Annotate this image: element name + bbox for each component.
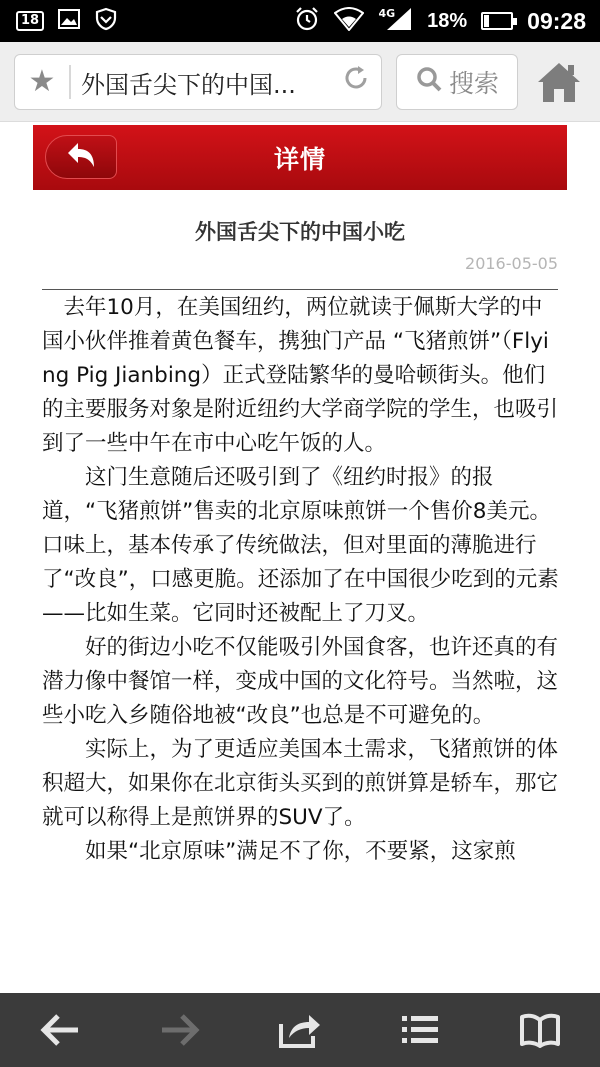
reload-icon[interactable] [331,62,381,102]
back-arrow-icon [64,140,98,174]
article-date: 2016-05-05 [465,254,558,273]
paragraph: 实际上，为了更适应美国本土需求，飞猪煎饼的体积超大，如果你在北京街头买到的煎饼算是轿车，那它就可以称得上是煎饼界的SUV了。 [42,737,559,830]
battery-icon [481,12,513,30]
paragraph: 如果“北京原味”满足不了你，不要紧，这家煎 [85,839,516,864]
status-bar [0,0,600,42]
paragraph: 这门生意随后还吸引到了《纽约时报》的报道，“飞猪煎饼”售卖的北京原味煎饼一个售价8美元。口味上，基本传承了传统做法，但对里面的薄脆进行了“改良”，口感更脆。还添加了在中国很少吃到的元素——比如生菜。它同时还被配上了刀叉。 [42,465,559,626]
menu-icon[interactable] [390,1005,450,1055]
clock: 09:28 [527,7,586,34]
article-title: 外国舌尖下的中国小吃 [195,220,405,244]
shield-icon [94,7,118,35]
detail-header [33,125,567,190]
arrow-left-icon[interactable] [30,1005,90,1055]
bottom-nav [0,993,600,1067]
alarm-icon [294,6,320,36]
back-button[interactable] [45,135,117,179]
notification-badge: 18 [16,11,44,31]
search-button[interactable] [396,54,518,110]
paragraph: 好的街边小吃不仅能吸引外国食客，也许还真的有潜力像中餐馆一样，变成中国的文化符号。当然啦，这些小吃入乡随俗地被“改良”也总是不可避免的。 [42,635,559,728]
header-title: 详情 [273,144,326,174]
star-icon[interactable]: ★ [15,65,71,99]
browser-toolbar [0,42,600,122]
network-type: 4G [378,6,396,20]
battery-percent: 18% [427,9,468,32]
book-icon[interactable] [510,1005,570,1055]
arrow-right-icon[interactable] [150,1005,210,1055]
paragraph: 去年10月，在美国纽约，两位就读于佩斯大学的中国小伙伴推着黄色餐车，携独门产品 “飞猪煎饼”（Flying Pig Jianbing）正式登陆繁华的曼哈顿街头。他们的主要服务对象是附近纽约大学商学院的学生，也吸引到了一些中午在市中心吃午饭的人。 [42,295,559,456]
search-label: 搜索 [448,69,499,98]
article-content [42,291,560,991]
search-icon [415,65,443,99]
image-icon [58,9,80,33]
divider [42,289,558,290]
home-icon[interactable] [536,60,582,104]
address-bar[interactable] [14,54,382,110]
wifi-icon [334,7,364,35]
share-icon[interactable] [270,1005,330,1055]
url-title[interactable]: 外国舌尖下的中国... [81,70,296,99]
